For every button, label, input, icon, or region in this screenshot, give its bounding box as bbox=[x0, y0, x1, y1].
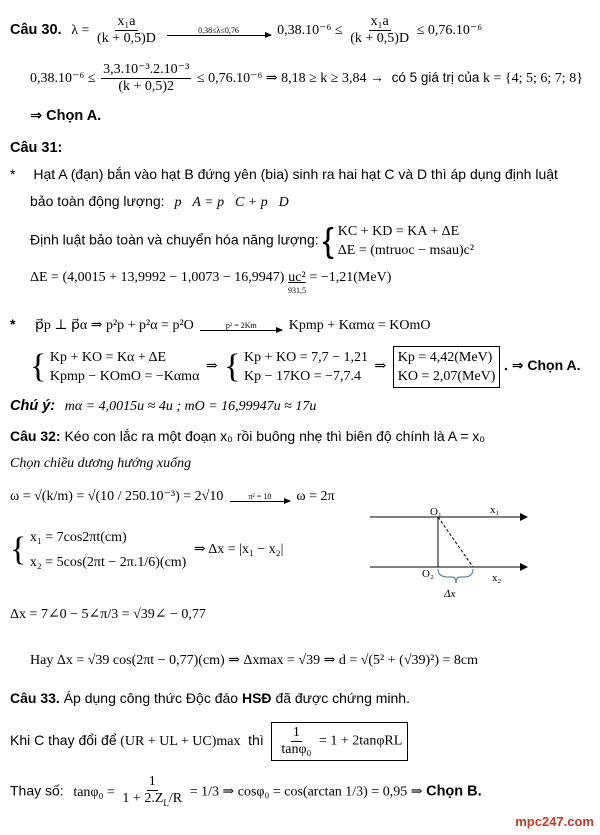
q31-sysB bbox=[244, 348, 368, 386]
q33-boxed-num: 1 bbox=[292, 725, 300, 740]
q33-line2 bbox=[10, 722, 408, 761]
q33-tan: tanφ₀ = bbox=[73, 784, 115, 800]
q31-bullet2: * bbox=[10, 316, 16, 332]
q30-ineq-left: 0,38.10⁻⁶ ≤ bbox=[277, 22, 343, 38]
q32-x1: x₁ = 7cos2πt(cm) bbox=[29, 530, 127, 545]
q31-perp-line bbox=[10, 316, 430, 334]
q30-l2-right: ≤ 0,76.10⁻⁶ ⇒ 8,18 ≥ k ≥ 3,84 → bbox=[196, 70, 384, 86]
x1-arrow-icon bbox=[520, 513, 528, 521]
q33-subst: Thay số: bbox=[10, 782, 64, 799]
q33-conclusion: Chọn B. bbox=[426, 783, 482, 800]
q31-sys1-b: ΔE = (mtruoc − msau)c² bbox=[337, 243, 475, 258]
q32-omega-a: ω = √(k/m) = √(10 / 250.10⁻³) = 2√10 bbox=[10, 489, 224, 504]
q31-sysA bbox=[50, 348, 200, 386]
q32-line1 bbox=[10, 428, 485, 444]
q32-x2: x₂ = 5cos(2πt − 2π.1/6)(cm) bbox=[29, 555, 187, 570]
q30-fraction bbox=[95, 14, 158, 47]
q30-frac2-num: x₁a bbox=[370, 14, 389, 29]
q31-momentum: p⃗A = p⃗C + p⃗D bbox=[174, 195, 289, 210]
q32-intro: Kéo con lắc ra một đoạn x₀ rồi buông nhẹ thì biên độ chính là A = x₀ bbox=[64, 428, 486, 444]
q30-label: Câu 30. bbox=[10, 21, 62, 38]
q31-sysB-1: Kp + KO = 7,7 − 1,21 bbox=[243, 350, 368, 365]
q31-sys1-a: KC + KD = KA + ΔE bbox=[337, 224, 460, 239]
q30-line1 bbox=[10, 14, 482, 47]
q31-text1: Hạt A (đạn) bắn vào hạt B đứng yên (bia) sinh ra hai hạt C và D thì áp dụng định luật bbox=[33, 166, 558, 182]
q30-lhs: λ = bbox=[71, 22, 90, 38]
q31-line3: Định luật bảo toàn và chuyển hóa năng lượng: { KC + KD = KA + ΔE ΔE = (mtruoc − msau)c² bbox=[30, 222, 475, 260]
q32-sys bbox=[30, 528, 187, 572]
q33-intro-b: HSĐ bbox=[241, 690, 272, 706]
q33-tan-frac: $\frac{1}{1 + 2.Z_L/R}$ bbox=[122, 774, 183, 808]
q30-frac2-den: (k + 0,5)D bbox=[350, 31, 410, 46]
q31-uc2-under: 931,5 bbox=[287, 286, 306, 295]
q31-uc2: uc² bbox=[288, 270, 306, 285]
q30-l2-den: (k + 0,5)2 bbox=[118, 79, 175, 94]
q32-phasor: Δx = 7∠0 − 5∠π/3 = √39∠ − 0,77 bbox=[10, 607, 206, 622]
q33-boxed-frac bbox=[279, 725, 313, 758]
q31-bullet1: * bbox=[10, 166, 16, 182]
q30-l2-left: 0,38.10⁻⁶ ≤ bbox=[30, 70, 96, 86]
q30-l2-fraction bbox=[101, 62, 191, 95]
q33-tan-result: = 1/3 ⇒ cosφ₀ = cos(arctan 1/3) = 0,95 ⇒ bbox=[189, 784, 423, 800]
q31-perp-arrow bbox=[200, 321, 282, 331]
q33-max: (UR + UL + UC)max bbox=[120, 733, 241, 749]
q32-dx: ⇒ Δx = |x₁ − x₂| bbox=[193, 542, 284, 558]
o2-label: O₂ bbox=[422, 568, 434, 580]
dx-label: Δx bbox=[444, 588, 456, 600]
q31-sysC-2: KO = 2,07(MeV) bbox=[397, 369, 496, 384]
dashed-line bbox=[438, 517, 473, 567]
o1-label: O₁ bbox=[430, 506, 442, 518]
q33-line3 bbox=[10, 774, 482, 811]
q31-line1 bbox=[10, 166, 558, 182]
q31-conclusion: . ⇒ Chọn A. bbox=[503, 357, 581, 374]
q32-omega-b: ω = 2π bbox=[296, 489, 335, 504]
q31-sysA-2: Kpmp − KOmO = −Kαmα bbox=[49, 369, 200, 384]
q30-l2-tail: có 5 giá trị của bbox=[391, 69, 480, 85]
q31-text2: bảo toàn động lượng: bbox=[30, 193, 165, 209]
q31-label: Câu 31: bbox=[10, 140, 63, 156]
q32-omega-arrow bbox=[230, 492, 290, 502]
q31-text3: Định luật bảo toàn và chuyển hóa năng lượng: bbox=[30, 231, 319, 248]
q30-conclusion: ⇒ Chọn A. bbox=[30, 108, 102, 124]
q31-sysB-2: Kp − 17KO = −7,7.4 bbox=[243, 369, 361, 384]
delta-x-brace bbox=[438, 569, 473, 583]
q31-sysA-1: Kp + KO = Kα + ΔE bbox=[49, 350, 167, 365]
q30-l2-set: k = {4; 5; 6; 7; 8} bbox=[483, 70, 583, 86]
q30-frac-den: (k + 0,5)D bbox=[97, 31, 156, 46]
x1-label: x₁ bbox=[490, 505, 500, 516]
q31-note-text: mα = 4,0015u ≈ 4u ; mO = 16,99947u ≈ 17u bbox=[64, 399, 317, 414]
q31-sysC-1: Kp = 4,42(MeV) bbox=[397, 350, 493, 365]
q33-boxed-rhs: = 1 + 2tanφRL bbox=[318, 733, 403, 749]
q30-fraction-2 bbox=[348, 14, 411, 47]
q30-arrow bbox=[167, 26, 271, 36]
q33-label: Câu 33. bbox=[10, 690, 60, 706]
q32-direction: Chọn chiều dương hướng xuống bbox=[10, 456, 192, 471]
q30-arrow-label: 0,38≤λ≤0,76 bbox=[198, 25, 239, 35]
q31-sysC-box bbox=[393, 346, 501, 388]
q32-label: Câu 32: bbox=[10, 428, 61, 444]
q31-perp-result: Kpmp + Kαmα = KOmO bbox=[288, 318, 431, 333]
q33-when: Khi C thay đổi để bbox=[10, 731, 117, 748]
q30-frac-num: x₁a bbox=[117, 14, 136, 29]
q31-perp-arrow-label: p² = 2Km bbox=[225, 320, 257, 330]
q30-ineq-right: ≤ 0,76.10⁻⁶ bbox=[416, 22, 483, 38]
q32-diagram bbox=[370, 505, 540, 605]
q31-system1 bbox=[338, 222, 474, 260]
q31-perp: p⃗p ⊥ p⃗α ⇒ p²p + p²α = p²O bbox=[34, 318, 194, 333]
q32-omega-arrow-label: π² = 10 bbox=[248, 491, 272, 501]
q32-system: { x₁ = 7cos2πt(cm) x₂ = 5cos(2πt − 2π.1/6)(cm) ⇒ Δx = |x₁ − x₂| bbox=[10, 530, 284, 570]
q32-omega bbox=[10, 488, 335, 505]
q33-boxed bbox=[271, 722, 408, 761]
q32-final: Hay Δx = √39 cos(2πt − 0,77)(cm) ⇒ Δxmax = √39 ⇒ d = √(5² + (√39)²) = 8cm bbox=[30, 653, 479, 668]
footer-watermark: mpc247.com bbox=[515, 814, 594, 829]
q31-note-label: Chú ý: bbox=[10, 398, 56, 414]
x2-label: x₂ bbox=[492, 572, 502, 584]
q31-note bbox=[10, 398, 316, 415]
q33-intro-c: đã được chứng minh. bbox=[275, 690, 410, 706]
x2-arrow-icon bbox=[520, 563, 528, 571]
q33-intro-a: Áp dụng công thức Độc đáo bbox=[63, 690, 239, 706]
q31-sysC bbox=[398, 348, 496, 386]
q33-then: thì bbox=[248, 731, 264, 748]
q31-de-prefix: ΔE = (4,0015 + 13,9992 − 1,0073 − 16,9947) bbox=[30, 270, 285, 285]
q33-line1 bbox=[10, 690, 410, 706]
q30-l2-num: 3,3.10⁻³.2.10⁻³ bbox=[103, 62, 190, 77]
q31-systems: { Kp + KO = Kα + ΔE Kpmp − KOmO = −Kαmα ⇒ { Kp + KO = 7,7 − 1,21 Kp − 17KO = −7,7.4 ⇒ Kp = 4,42(MeV) KO = 2,07(MeV) . ⇒ Chọn A. bbox=[30, 346, 581, 388]
q33-boxed-den: tanφ₀ bbox=[281, 742, 312, 757]
q30-line2 bbox=[30, 62, 583, 95]
q31-line2 bbox=[30, 193, 289, 211]
q31-de-result: = −1,21(MeV) bbox=[309, 270, 392, 285]
q31-delta-e bbox=[30, 270, 391, 295]
